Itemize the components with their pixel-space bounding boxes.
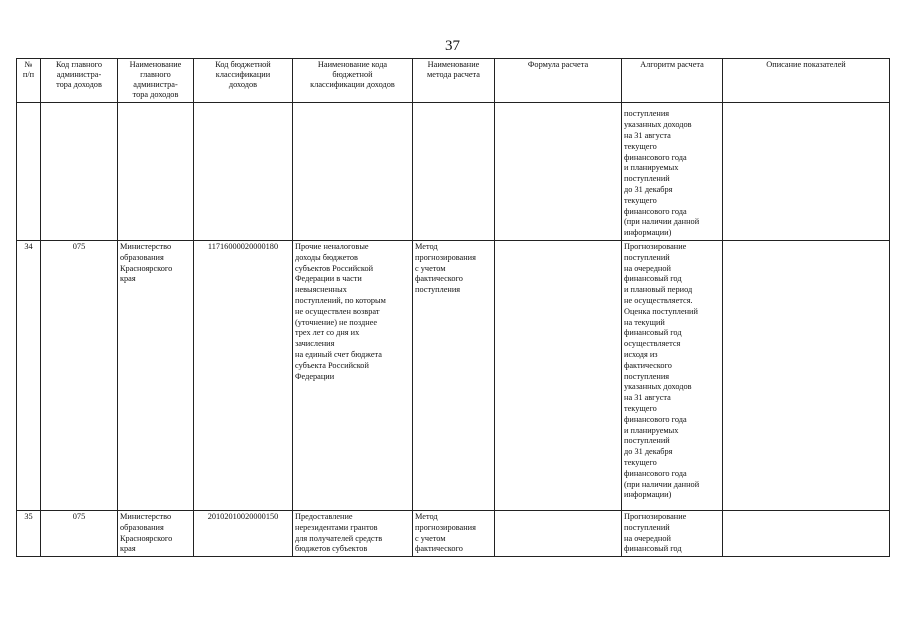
page-number: 37	[445, 38, 460, 54]
cell-description	[723, 103, 890, 241]
cell-name-bk: Предоставление нерезидентами грантов для получателей средств бюджетов субъектов	[293, 511, 413, 557]
cell-method: Метод прогнозирования с учетом фактического	[413, 511, 495, 557]
cell-code-bk	[194, 103, 293, 241]
cell-name-admin: Министерство образования Красноярского края	[118, 241, 194, 511]
header-formula: Формула расчета	[495, 59, 622, 103]
header-name-admin: Наименование главного администра- тора доходов	[118, 59, 194, 103]
cell-formula	[495, 103, 622, 241]
cell-code-admin: 075	[41, 511, 118, 557]
cell-code-bk: 20102010020000150	[194, 511, 293, 557]
cell-num	[17, 103, 41, 241]
cell-algorithm: Прогнозирование поступлений на очередной финансовый год	[622, 511, 723, 557]
cell-num: 35	[17, 511, 41, 557]
cell-code-admin: 075	[41, 241, 118, 511]
table-row	[17, 241, 890, 511]
cell-algorithm: поступления указанных доходов на 31 августа текущего финансового года и планируемых поступлений до 31 декабря текущего финансового года (при наличии данной информации)	[622, 103, 723, 241]
header-algorithm: Алгоритм расчета	[622, 59, 723, 103]
header-code-bk: Код бюджетной классификации доходов	[194, 59, 293, 103]
table-row	[17, 103, 890, 241]
cell-name-bk: Прочие неналоговые доходы бюджетов субъектов Российской Федерации в части невыясненных поступлений, по которым не осуществлен возврат (уточнение) не позднее трех лет со дня их зачисления на единый счет бюджета субъекта Российской Федерации	[293, 241, 413, 511]
cell-name-admin: Министерство образования Красноярского края	[118, 511, 194, 557]
header-method: Наименование метода расчета	[413, 59, 495, 103]
cell-name-admin	[118, 103, 194, 241]
cell-method: Метод прогнозирования с учетом фактического поступления	[413, 241, 495, 511]
cell-code-bk: 11716000020000180	[194, 241, 293, 511]
cell-code-admin	[41, 103, 118, 241]
forecast-method-table	[16, 58, 890, 557]
cell-formula	[495, 511, 622, 557]
table-header-row	[17, 59, 890, 103]
cell-name-bk	[293, 103, 413, 241]
cell-formula	[495, 241, 622, 511]
cell-num: 34	[17, 241, 41, 511]
cell-algorithm: Прогнозирование поступлений на очередной финансовый год и плановый период не осуществляется. Оценка поступлений на текущий финансовый год осуществляется исходя из фактического поступления указанных доходов на 31 августа текущего финансового года и планируемых поступлений до 31 декабря текущего финансового года (при наличии данной информации)	[622, 241, 723, 511]
table-row	[17, 511, 890, 557]
header-code-admin: Код главного администра- тора доходов	[41, 59, 118, 103]
header-description: Описание показателей	[723, 59, 890, 103]
cell-description	[723, 241, 890, 511]
header-name-bk: Наименование кода бюджетной классификации доходов	[293, 59, 413, 103]
cell-description	[723, 511, 890, 557]
cell-method	[413, 103, 495, 241]
header-num: № п/п	[17, 59, 41, 103]
